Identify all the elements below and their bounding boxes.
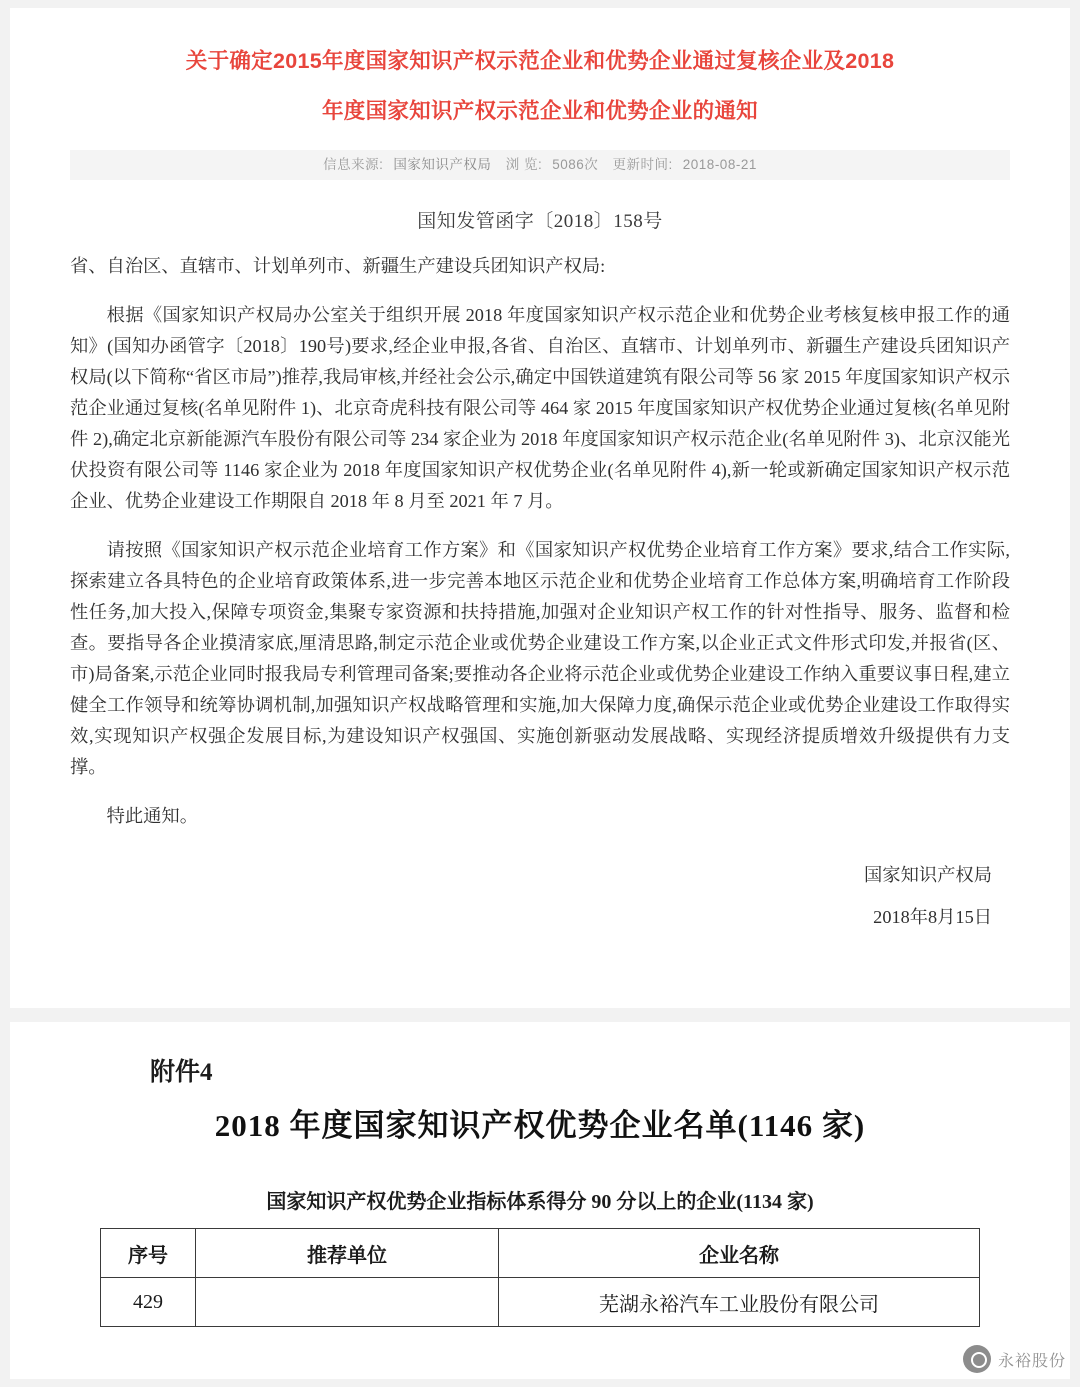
section-divider <box>0 1008 1080 1022</box>
column-header-unit: 推荐单位 <box>196 1229 499 1278</box>
attachment-document-card <box>10 1022 1070 1379</box>
meta-updated-label: 更新时间: <box>612 157 673 172</box>
document-body <box>70 251 1010 832</box>
watermark <box>963 1345 1066 1373</box>
body-paragraph-1: 根据《国家知识产权局办公室关于组织开展 2018 年度国家知识产权示范企业和优势企业考核复核申报工作的通知》(国知办函管字〔2018〕190号)要求,经企业申报,各省、自治区、直辖市、计划单列市、新疆生产建设兵团知识产权局(以下简称“省区市局”)推荐,我局审核,并经社会公示,确定中国铁道建筑有限公司等 56 家 2015 年度国家知识产权示范企业通过复核(名单见附件 1)、北京奇虎科技有限公司等 464 家 2015 年度国家知识产权优势企业通过复核(名单见附件 2),确定北京新能源汽车股份有限公司等 234 家企业为 2018 年度国家知识产权示范企业(名单见附件 3)、北京汉能光伏投资有限公司等 1146 家企业为 2018 年度国家知识产权优势企业(名单见附件 4),新一轮或新确定国家知识产权示范企业、优势企业建设工作期限自 2018 年 8 月至 2021 年 7 月。 <box>70 305 1010 511</box>
attachment-subtitle: 国家知识产权优势企业指标体系得分 90 分以上的企业(1134 家) <box>266 1191 814 1213</box>
title-line-1: 关于确定2015年度国家知识产权示范企业和优势企业通过复核企业及2018 <box>185 49 895 73</box>
attachment-title: 2018 年度国家知识产权优势企业名单(1146 家) <box>214 1108 866 1143</box>
title-line-2: 年度国家知识产权示范企业和优势企业的通知 <box>321 99 758 123</box>
table-header-row <box>101 1229 980 1278</box>
signature-organization: 国家知识产权局 <box>864 865 992 885</box>
notice-document-card <box>10 8 1070 1008</box>
cell-seq: 429 <box>101 1278 196 1327</box>
meta-updated-value: 2018-08-21 <box>682 157 757 172</box>
signature-date: 2018年8月15日 <box>873 907 992 927</box>
document-number: 国知发管函字〔2018〕158号 <box>417 211 663 232</box>
meta-views-value: 5086次 <box>552 157 599 172</box>
signature-block <box>70 854 1010 938</box>
column-header-company: 企业名称 <box>499 1229 980 1278</box>
body-paragraph-2: 请按照《国家知识产权示范企业培育工作方案》和《国家知识产权优势企业培育工作方案》要求,结合工作实际,探索建立各具特色的企业培育政策体系,进一步完善本地区示范企业和优势企业培育工作总体方案,明确培育工作阶段性任务,加大投入,保障专项资金,集聚专家资源和扶持措施,加强对企业知识产权工作的针对性指导、服务、监督和检查。要指导各企业摸清家底,厘清思路,制定示范企业或优势企业建设工作方案,以企业正式文件形式印发,并报省(区、市)局备案,示范企业同时报我局专利管理司备案;要推动各企业将示范企业或优势企业建设工作纳入重要议事日程,建立健全工作领导和统筹协调机制,加强知识产权战略管理和实施,加大保障力度,确保示范企业或优势企业建设工作取得实效,实现知识产权强企发展目标,为建设知识产权强国、实施创新驱动发展战略、实现经济提质增效升级提供有力支撑。 <box>70 540 1010 777</box>
cell-unit <box>196 1278 499 1327</box>
attachment-label: 附件4 <box>150 1059 213 1086</box>
watermark-label: 永裕股份 <box>997 1352 1066 1370</box>
meta-source-value: 国家知识产权局 <box>393 157 492 172</box>
meta-source-label: 信息来源: <box>323 157 384 172</box>
circle-logo-icon <box>963 1345 991 1373</box>
column-header-seq: 序号 <box>101 1229 196 1278</box>
enterprise-list-table <box>100 1228 980 1327</box>
meta-views-label: 浏 览: <box>505 157 543 172</box>
page-title <box>70 36 1010 136</box>
document-meta-bar <box>70 150 1010 180</box>
addressee-line: 省、自治区、直辖市、计划单列市、新疆生产建设兵团知识产权局: <box>70 256 606 276</box>
body-paragraph-3: 特此通知。 <box>106 806 198 826</box>
table-row <box>101 1278 980 1327</box>
cell-company: 芜湖永裕汽车工业股份有限公司 <box>499 1278 980 1327</box>
